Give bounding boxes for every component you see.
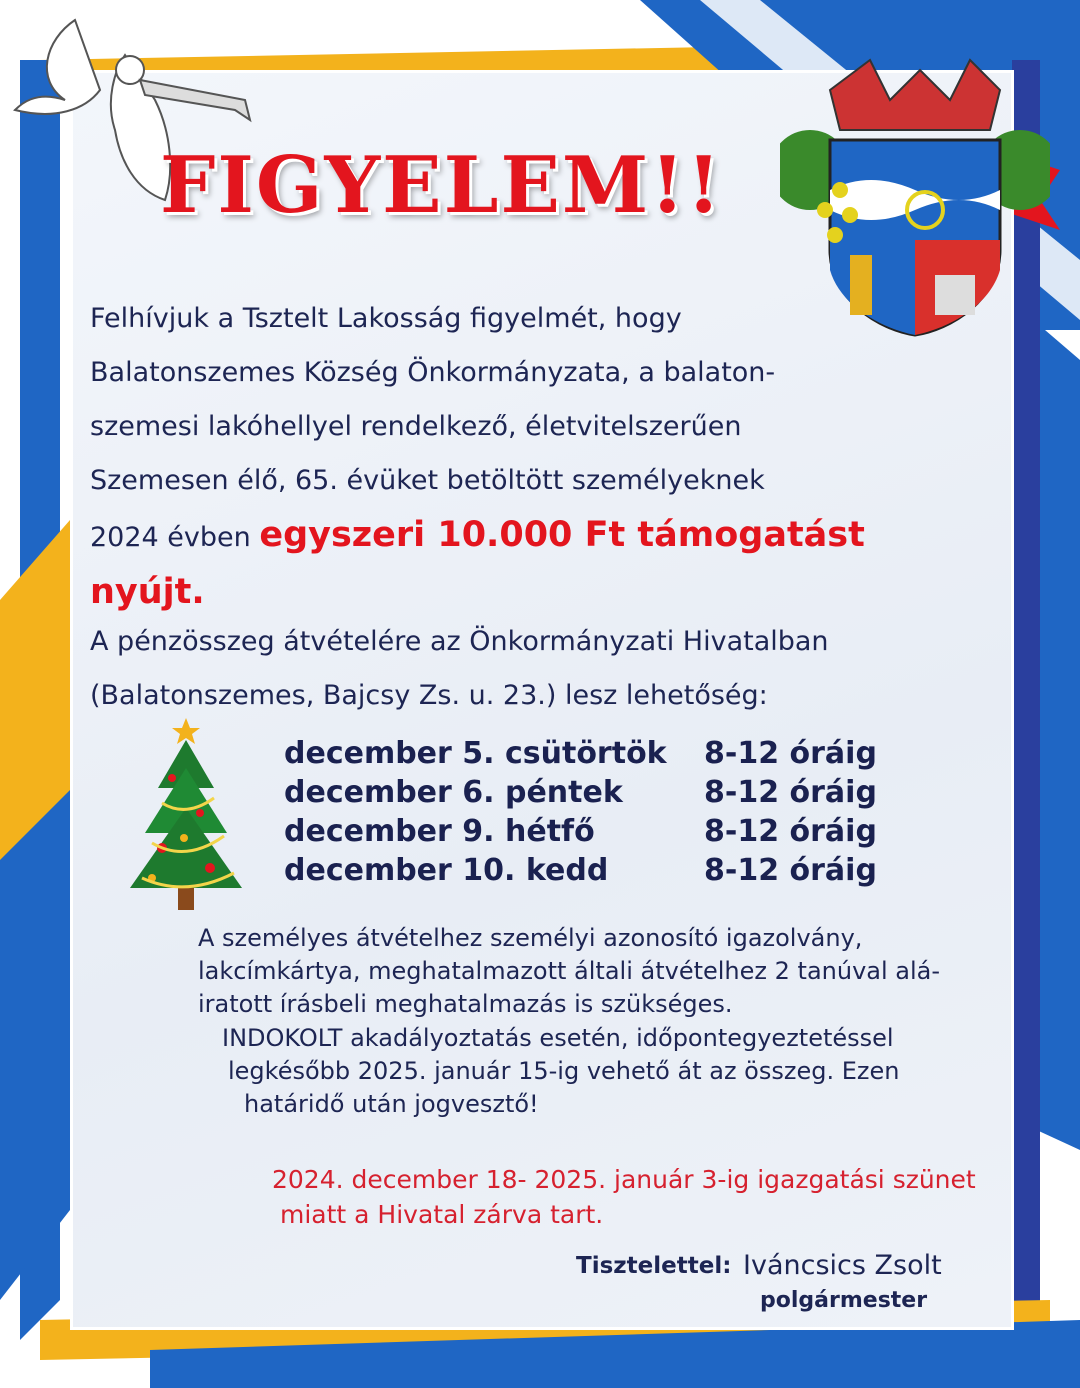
schedule-row xyxy=(284,736,904,775)
schedule-time: 8-12 óráig xyxy=(704,736,877,771)
schedule-row xyxy=(284,814,904,853)
schedule-day: december 10. kedd xyxy=(284,853,609,888)
schedule-day: december 5. csütörtök xyxy=(284,736,667,771)
schedule-time: 8-12 óráig xyxy=(704,814,877,849)
page-title: FIGYELEM!! xyxy=(160,140,723,231)
support-verb: nyújt. xyxy=(90,572,205,612)
closure-line: miatt a Hivatal zárva tart. xyxy=(280,1200,604,1229)
schedule xyxy=(284,736,904,892)
schedule-row xyxy=(284,853,904,892)
schedule-time: 8-12 óráig xyxy=(704,775,877,810)
intro-paragraph xyxy=(90,292,950,622)
schedule-day: december 6. péntek xyxy=(284,775,623,810)
intro-line: Szemesen élő, 65. évüket betöltött személyeknek xyxy=(90,465,765,496)
intro-year: 2024 évben xyxy=(90,522,260,553)
support-amount: egyszeri 10.000 Ft támogatást xyxy=(259,515,865,555)
office-closure-notice xyxy=(272,1162,1002,1232)
intro-line: Balatonszemes Község Önkormányzata, a balaton- xyxy=(90,357,776,388)
signature-role: polgármester xyxy=(760,1288,928,1313)
requirements-line: lakcímkártya, meghatalmazott általi átvételhez 2 tanúval alá- xyxy=(198,957,941,985)
deadline-line: INDOKOLT akadályoztatás esetén, időpontegyeztetéssel xyxy=(222,1024,894,1052)
intro-line: szemesi lakóhellyel rendelkező, életvitelszerűen xyxy=(90,411,742,442)
deadline-line: legkésőbb 2025. január 15-ig vehető át az összeg. Ezen xyxy=(228,1057,900,1085)
schedule-row xyxy=(284,775,904,814)
pickup-paragraph xyxy=(90,615,950,723)
deadline-line: határidő után jogvesztő! xyxy=(244,1090,539,1118)
signature-name: Iváncsics Zsolt xyxy=(743,1250,942,1281)
schedule-time: 8-12 óráig xyxy=(704,853,877,888)
requirements-line: iratott írásbeli meghatalmazás is szükséges. xyxy=(198,990,733,1018)
pickup-line: A pénzösszeg átvételére az Önkormányzati Hivatalban xyxy=(90,626,829,657)
requirements-line: A személyes átvételhez személyi azonosító igazolvány, xyxy=(198,924,863,952)
schedule-day: december 9. hétfő xyxy=(284,814,595,849)
christmas-tree-icon xyxy=(122,718,250,924)
intro-line: Felhívjuk a Tsztelt Lakosság figyelmét, hogy xyxy=(90,303,682,334)
signature-label: Tisztelettel: xyxy=(576,1253,732,1279)
requirements-paragraph xyxy=(198,922,998,1021)
pickup-line: (Balatonszemes, Bajcsy Zs. u. 23.) lesz lehetőség: xyxy=(90,680,768,711)
closure-line: 2024. december 18- 2025. január 3-ig igazgatási szünet xyxy=(272,1165,976,1194)
deadline-paragraph xyxy=(222,1022,1012,1121)
